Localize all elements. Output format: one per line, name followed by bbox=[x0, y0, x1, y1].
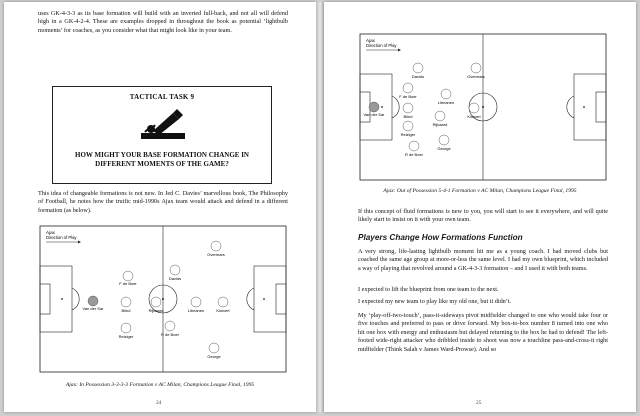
player-marker bbox=[412, 63, 424, 79]
pitch-diagram-out-of-possession bbox=[358, 32, 608, 182]
svg-text:Van der Sar: Van der Sar bbox=[82, 306, 104, 311]
book-gutter bbox=[316, 2, 324, 412]
svg-text:Davids: Davids bbox=[411, 74, 425, 79]
svg-text:Reiziger: Reiziger bbox=[400, 132, 416, 137]
svg-text:R de Boer: R de Boer bbox=[160, 332, 180, 337]
svg-text:Kluivert: Kluivert bbox=[216, 308, 230, 313]
svg-text:Overmars: Overmars bbox=[467, 74, 485, 79]
svg-text:George: George bbox=[437, 146, 451, 151]
player-marker bbox=[169, 265, 181, 281]
tactical-task-box bbox=[52, 86, 272, 184]
task-question: HOW MIGHT YOUR BASE FORMATION CHANGE IN DIFFERENT MOMENTS OF THE GAME? bbox=[75, 151, 249, 168]
svg-text:Overmars: Overmars bbox=[207, 252, 225, 257]
team-label: Ajax bbox=[46, 230, 55, 235]
paragraph: I expected to lift the blueprint from one team to the next. bbox=[358, 286, 499, 293]
section-heading: Players Change How Formations Function bbox=[358, 233, 523, 242]
intro-paragraph: uses GK-4-3-3 as its base formation will build with an inverted full-back, and not all will defend high in a GK-4-2-4. These are examples dropped in throughout the book as potential ‘lightbulb moments’ for coaches, as you consider what that might look like in your team. bbox=[38, 10, 288, 34]
player-marker bbox=[403, 103, 413, 119]
svg-text:George: George bbox=[207, 354, 221, 359]
task-title: TACTICAL TASK 9 bbox=[129, 93, 195, 101]
figure-caption: Ajax: In Possession 3-3-3-3 Formation v AC Milan, Champions League Final, 1995 bbox=[65, 382, 255, 388]
page-number: 24 bbox=[156, 400, 162, 406]
paragraph: I expected my new team to play like my old one, but it didn’t. bbox=[358, 298, 511, 305]
team-label: Ajax bbox=[366, 38, 375, 43]
svg-text:Litmanen: Litmanen bbox=[187, 308, 205, 313]
svg-text:F de Boer: F de Boer bbox=[399, 94, 417, 99]
figure-caption: Ajax: Out of Possession 5-4-1 Formation v AC Milan, Champions League Final, 1995 bbox=[383, 188, 577, 194]
svg-text:Kluivert: Kluivert bbox=[467, 114, 481, 119]
svg-text:Reiziger: Reiziger bbox=[118, 334, 134, 339]
body-paragraph: This idea of changeable formations is not new. In Jed C. Davies’ marvellous book, The Philosophy of Football, he notes how the truific mid-1990s Ajax team would attack and defend in a different formation (as below). bbox=[38, 190, 288, 214]
page-number: 25 bbox=[476, 400, 482, 406]
svg-text:Davids: Davids bbox=[168, 276, 182, 281]
svg-text:Rijkaard: Rijkaard bbox=[148, 308, 164, 313]
svg-text:Blind: Blind bbox=[121, 308, 131, 313]
right-page bbox=[324, 2, 636, 412]
pen-writing-icon bbox=[133, 105, 193, 145]
paragraph: If this concept of fluid formations is new to you, you will start to see it everywhere, and will quite likely start to insist on it with your own team. bbox=[358, 208, 608, 224]
svg-text:Litmanen: Litmanen bbox=[437, 100, 455, 105]
paragraph: A very strong, life-lasting lightbulb moment hit me as a young coach. I had moved clubs but coached the same age group at more-or-less the same level. I had my own blueprint, which included a way of playing that revolved around a GK-4-3-3 formation – and I used it with both teams. bbox=[358, 248, 608, 272]
direction-label: Direction of Play bbox=[46, 235, 77, 240]
direction-label: Direction of Play bbox=[366, 43, 397, 48]
svg-text:R de Boer: R de Boer bbox=[404, 152, 424, 157]
player-marker bbox=[121, 297, 131, 313]
svg-text:Van der Sar: Van der Sar bbox=[363, 112, 385, 117]
svg-text:Rijkaard: Rijkaard bbox=[432, 122, 448, 127]
svg-text:F de Boer: F de Boer bbox=[119, 281, 137, 286]
svg-text:Blind: Blind bbox=[403, 114, 413, 119]
pitch-diagram-in-possession bbox=[38, 224, 288, 374]
paragraph: My ‘play-off-two-touch’, pass-it-sideways pivot midfielder changed to one who would take four or five touches and preferred to pass or drive forward. My box-to-box number 8 turned into one who hit one box with energy and enthusiasm but delayed returning to the box he had to defend! The left-footed wide-right attacker who dribbled inside to shoot was now a touchline pass-and-cross-it right midfielder (Think Salah v James Ward-Prowse). And so bbox=[358, 312, 608, 353]
left-page bbox=[4, 2, 316, 412]
